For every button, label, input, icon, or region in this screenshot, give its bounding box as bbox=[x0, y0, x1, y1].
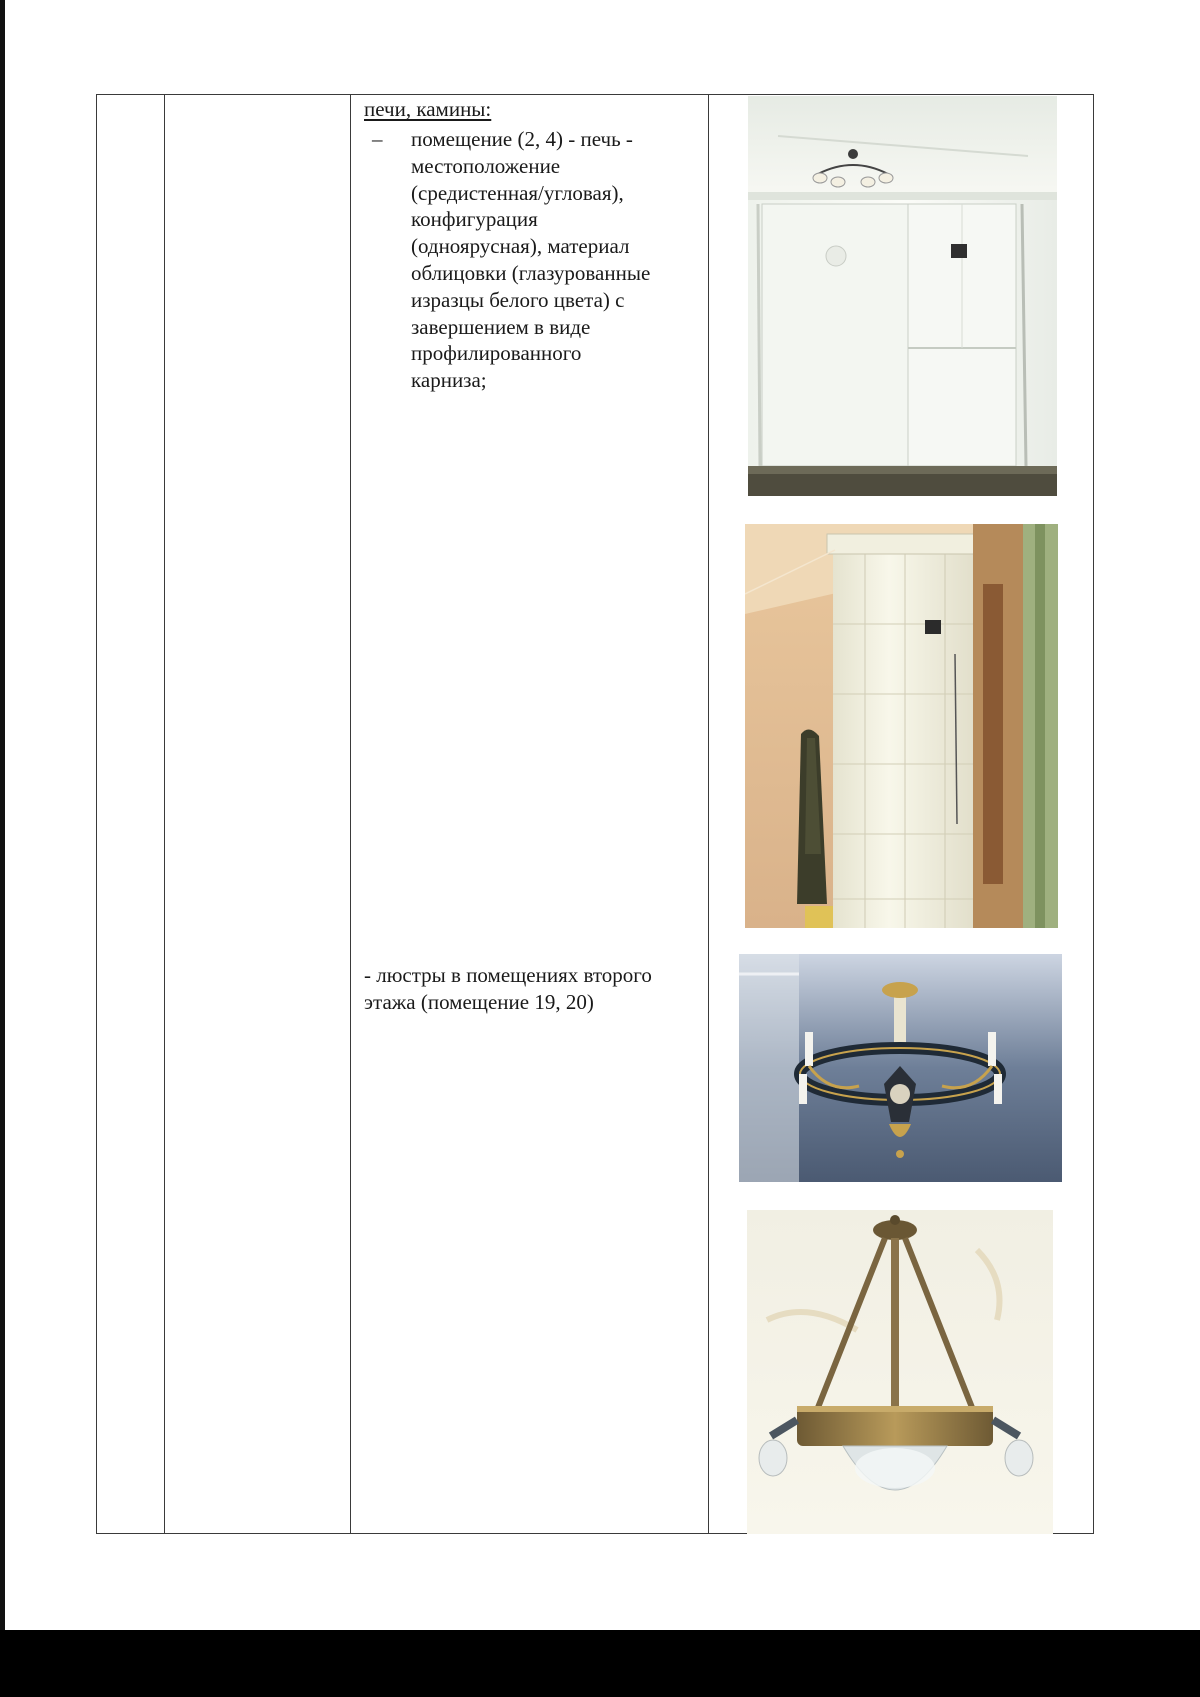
photo-chandelier-dark bbox=[739, 954, 1062, 1182]
photo-stove-corner bbox=[745, 524, 1058, 928]
chandelier-description: - люстры в помещениях второго этажа (помещение 19, 20) bbox=[364, 963, 652, 1014]
table-column-divider-3 bbox=[708, 94, 709, 1534]
list-bullet: – bbox=[372, 127, 383, 151]
section-heading: печи, камины: bbox=[364, 97, 492, 121]
scan-edge-left bbox=[0, 0, 5, 1630]
table-column-divider-1 bbox=[164, 94, 165, 1534]
photo-stove-front bbox=[748, 96, 1057, 496]
table-column-divider-2 bbox=[350, 94, 351, 1534]
oven-description: помещение (2, 4) - печь - местоположение (средистенная/угловая), конфигурация (одноярусная), материал облицовки (глазурованные изразцы белого цвета) с завершением в виде профилированного карниза; bbox=[411, 127, 651, 393]
scan-edge-bottom bbox=[0, 1630, 1200, 1697]
oven-list-item bbox=[364, 126, 704, 394]
photo-chandelier-brass bbox=[747, 1210, 1053, 1534]
